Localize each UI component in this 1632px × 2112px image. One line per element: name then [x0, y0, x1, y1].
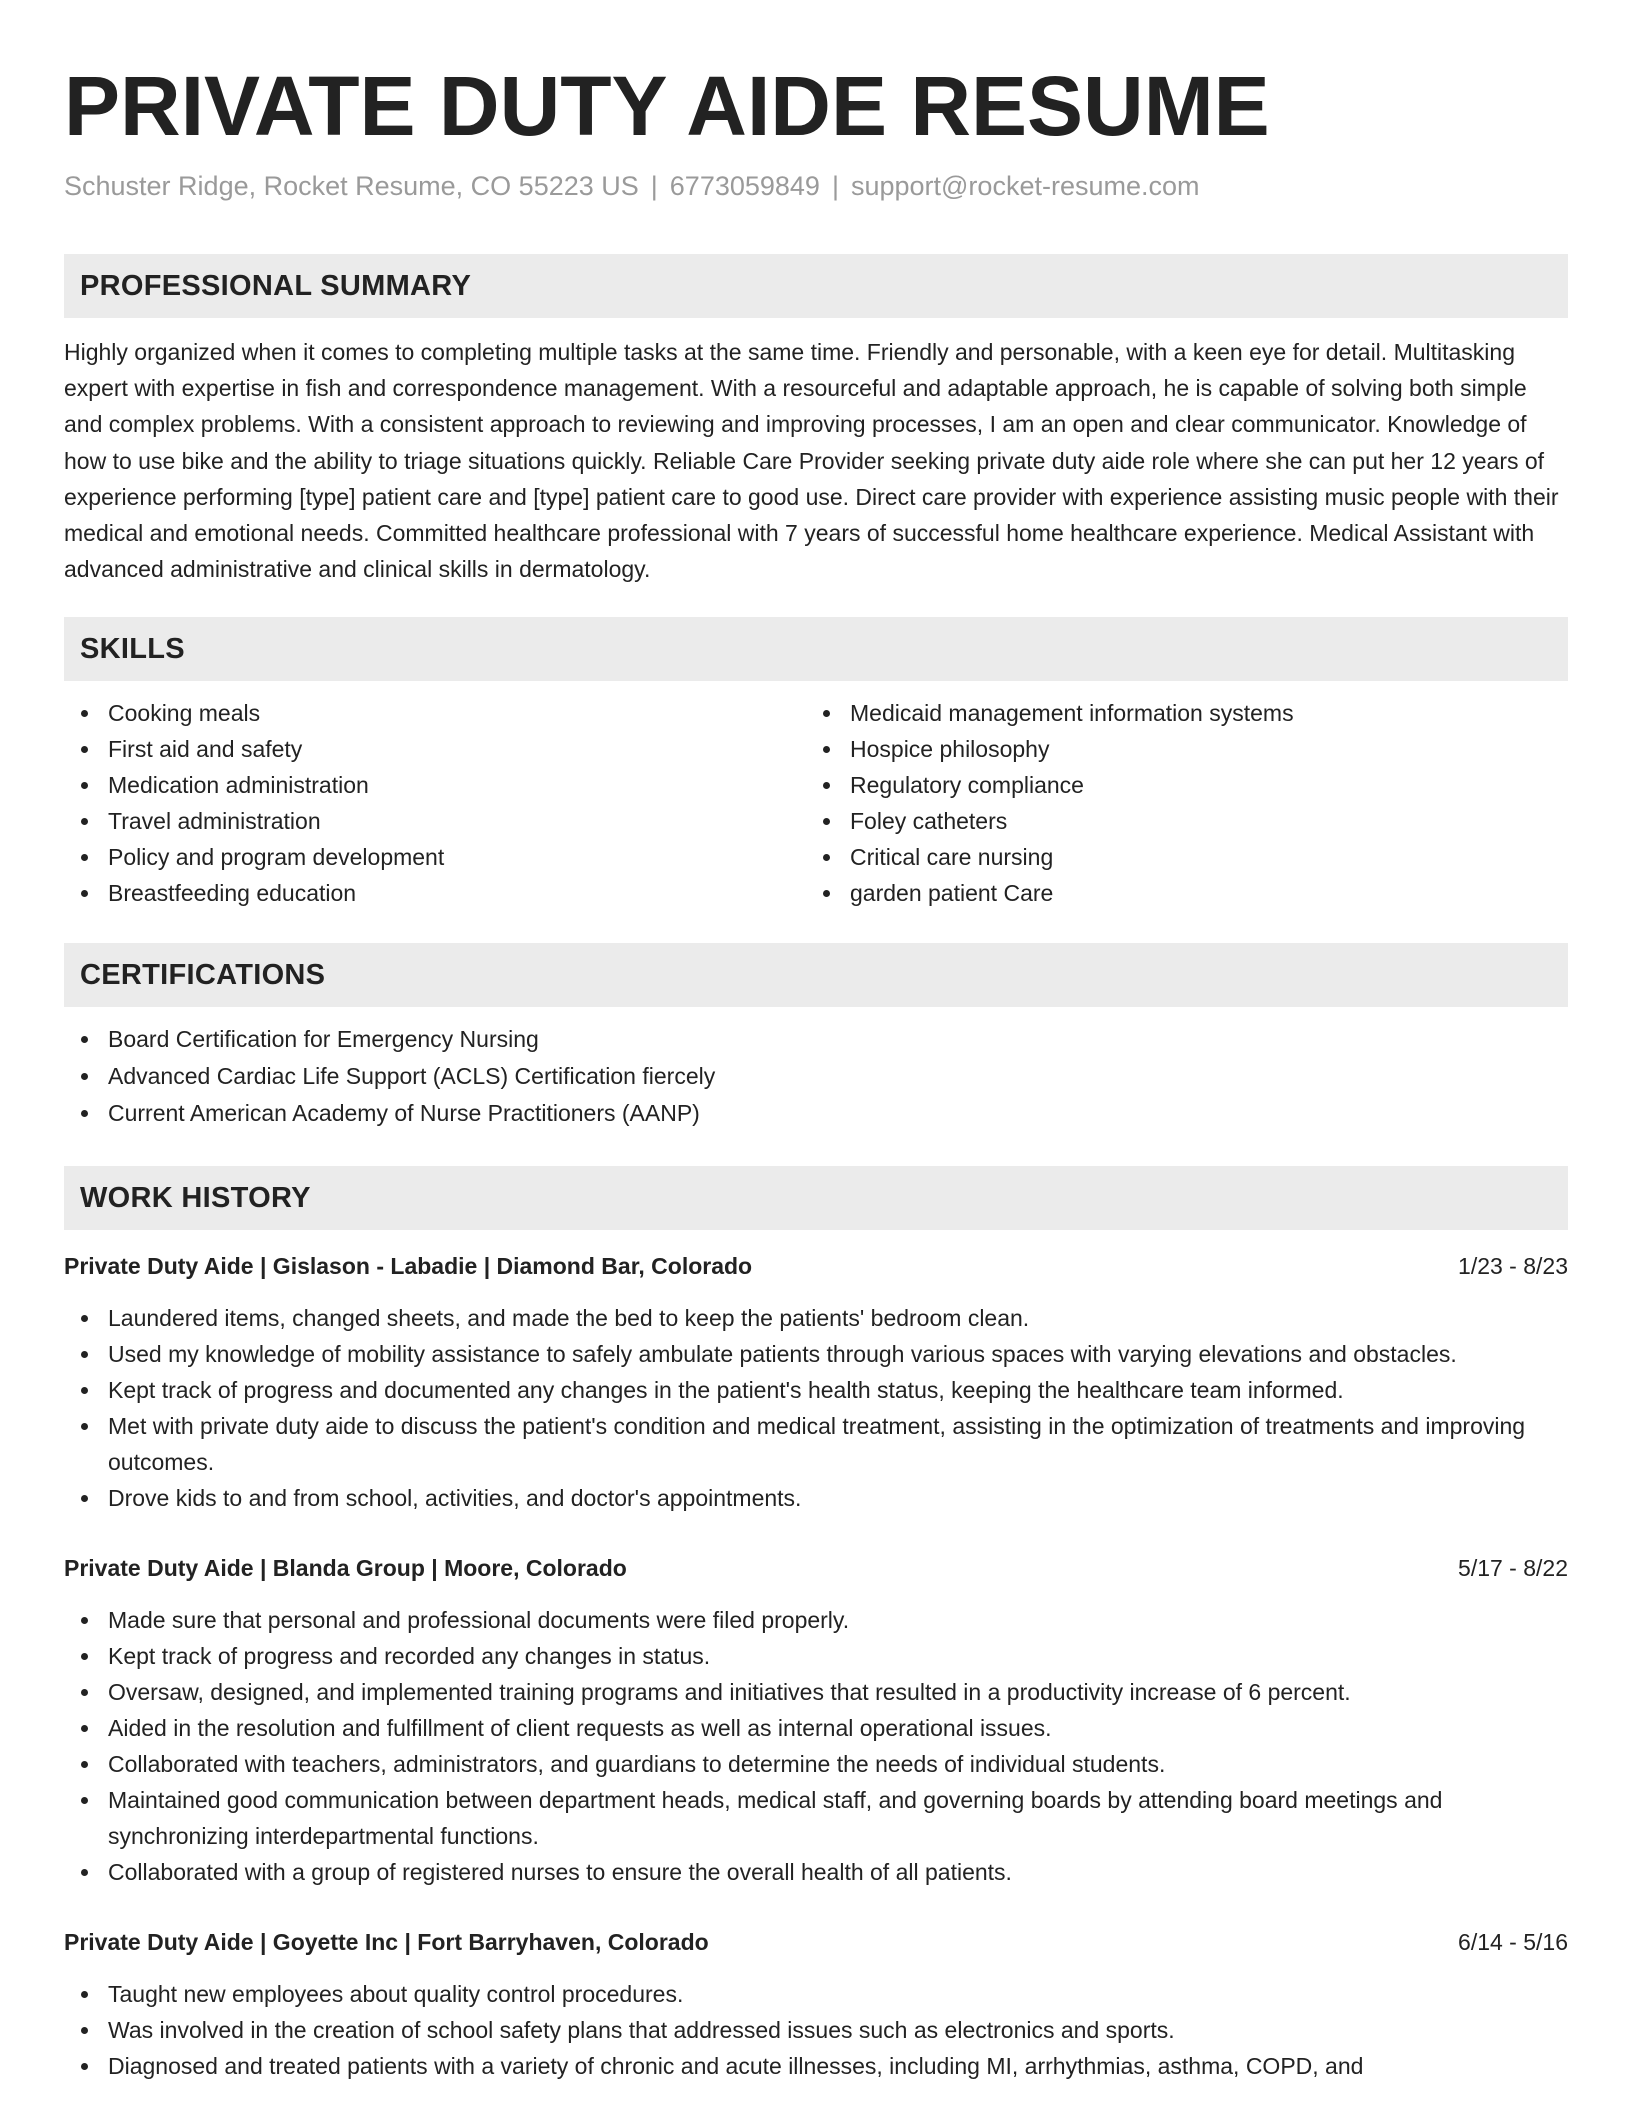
skill-item: Travel administration [64, 803, 806, 839]
skill-item: First aid and safety [64, 731, 806, 767]
job-entry [64, 1550, 1568, 1890]
job-duty-item: Used my knowledge of mobility assistance to safely ambulate patients through various spaces with varying elevations and obstacles. [64, 1336, 1568, 1372]
contact-phone: 6773059849 [669, 171, 820, 201]
job-duty-item: Kept track of progress and recorded any changes in status. [64, 1638, 1568, 1674]
job-dates: 1/23 - 8/23 [1458, 1253, 1568, 1280]
contact-separator: | [650, 171, 658, 201]
job-duty-item: Met with private duty aide to discuss the patient's condition and medical treatment, assisting in the optimization of treatments and improving outcomes. [64, 1408, 1568, 1480]
job-duty-item: Made sure that personal and professional documents were filed properly. [64, 1602, 1568, 1638]
job-duty-item: Kept track of progress and documented any changes in the patient's health status, keeping the healthcare team informed. [64, 1372, 1568, 1408]
job-header [64, 1550, 1568, 1586]
skill-item: Foley catheters [806, 803, 1548, 839]
skill-item: Breastfeeding education [64, 875, 806, 911]
certification-item: Board Certification for Emergency Nursing [64, 1021, 1568, 1058]
certifications-list [64, 1021, 1568, 1132]
certification-item: Advanced Cardiac Life Support (ACLS) Certification fiercely [64, 1058, 1568, 1095]
job-title: Private Duty Aide | Blanda Group | Moore, Colorado [64, 1555, 627, 1582]
skill-item: Medicaid management information systems [806, 695, 1548, 731]
job-title: Private Duty Aide | Goyette Inc | Fort Barryhaven, Colorado [64, 1929, 709, 1956]
certifications-heading: CERTIFICATIONS [64, 943, 1568, 1007]
job-duty-item: Oversaw, designed, and implemented training programs and initiatives that resulted in a productivity increase of 6 percent. [64, 1674, 1568, 1710]
job-duty-item: Taught new employees about quality control procedures. [64, 1976, 1568, 2012]
skill-item: Regulatory compliance [806, 767, 1548, 803]
job-duties-list [64, 1976, 1568, 2084]
skill-item: Policy and program development [64, 839, 806, 875]
summary-heading: PROFESSIONAL SUMMARY [64, 254, 1568, 318]
skill-item: Hospice philosophy [806, 731, 1548, 767]
job-entry [64, 1924, 1568, 2084]
job-duty-item: Drove kids to and from school, activities, and doctor's appointments. [64, 1480, 1568, 1516]
job-duties-list [64, 1300, 1568, 1516]
certification-item: Current American Academy of Nurse Practitioners (AANP) [64, 1095, 1568, 1132]
skills-heading: SKILLS [64, 617, 1568, 681]
contact-separator: | [831, 171, 839, 201]
skill-item: Medication administration [64, 767, 806, 803]
contact-email: support@rocket-resume.com [850, 171, 1200, 201]
resume-page [64, 0, 1568, 2084]
skills-column-right [806, 695, 1548, 911]
skills-list [64, 695, 1568, 911]
job-header [64, 1924, 1568, 1960]
job-duty-item: Maintained good communication between department heads, medical staff, and governing boards by attending board meetings and synchronizing interdepartmental functions. [64, 1782, 1568, 1854]
job-header [64, 1248, 1568, 1284]
job-duty-item: Was involved in the creation of school safety plans that addressed issues such as electronics and sports. [64, 2012, 1568, 2048]
job-duty-item: Diagnosed and treated patients with a variety of chronic and acute illnesses, including MI, arrhythmias, asthma, COPD, and [64, 2048, 1568, 2084]
job-duty-item: Collaborated with teachers, administrators, and guardians to determine the needs of individual students. [64, 1746, 1568, 1782]
contact-line [64, 168, 1568, 204]
work-history-heading: WORK HISTORY [64, 1166, 1568, 1230]
skill-item: Critical care nursing [806, 839, 1548, 875]
job-dates: 6/14 - 5/16 [1458, 1929, 1568, 1956]
skill-item: Cooking meals [64, 695, 806, 731]
summary-text: Highly organized when it comes to completing multiple tasks at the same time. Friendly and personable, with a keen eye for detail. Multitasking expert with expertise in fish and correspondence management. With a resourceful and adaptable approach, he is capable of solving both simple and complex problems. With a consistent approach to reviewing and improving processes, I am an open and clear communicator. Knowledge of how to use bike and the ability to triage situations quickly. Reliable Care Provider seeking private duty aide role where she can put her 12 years of experience performing [type] patient care and [type] patient care to good use. Direct care provider with experience assisting music people with their medical and emotional needs. Committed healthcare professional with 7 years of successful home healthcare experience. Medical Assistant with advanced administrative and clinical skills in dermatology. [64, 339, 1559, 583]
skills-column-left [64, 695, 806, 911]
job-duty-item: Collaborated with a group of registered nurses to ensure the overall health of all patients. [64, 1854, 1568, 1890]
job-duties-list [64, 1602, 1568, 1890]
job-title: Private Duty Aide | Gislason - Labadie | Diamond Bar, Colorado [64, 1253, 753, 1280]
job-duty-item: Laundered items, changed sheets, and made the bed to keep the patients' bedroom clean. [64, 1300, 1568, 1336]
job-duty-item: Aided in the resolution and fulfillment of client requests as well as internal operational issues. [64, 1710, 1568, 1746]
contact-address: Schuster Ridge, Rocket Resume, CO 55223 US [64, 171, 639, 201]
job-entry [64, 1248, 1568, 1516]
job-dates: 5/17 - 8/22 [1458, 1555, 1568, 1582]
skill-item: garden patient Care [806, 875, 1548, 911]
resume-title: PRIVATE DUTY AIDE RESUME [64, 59, 1270, 153]
